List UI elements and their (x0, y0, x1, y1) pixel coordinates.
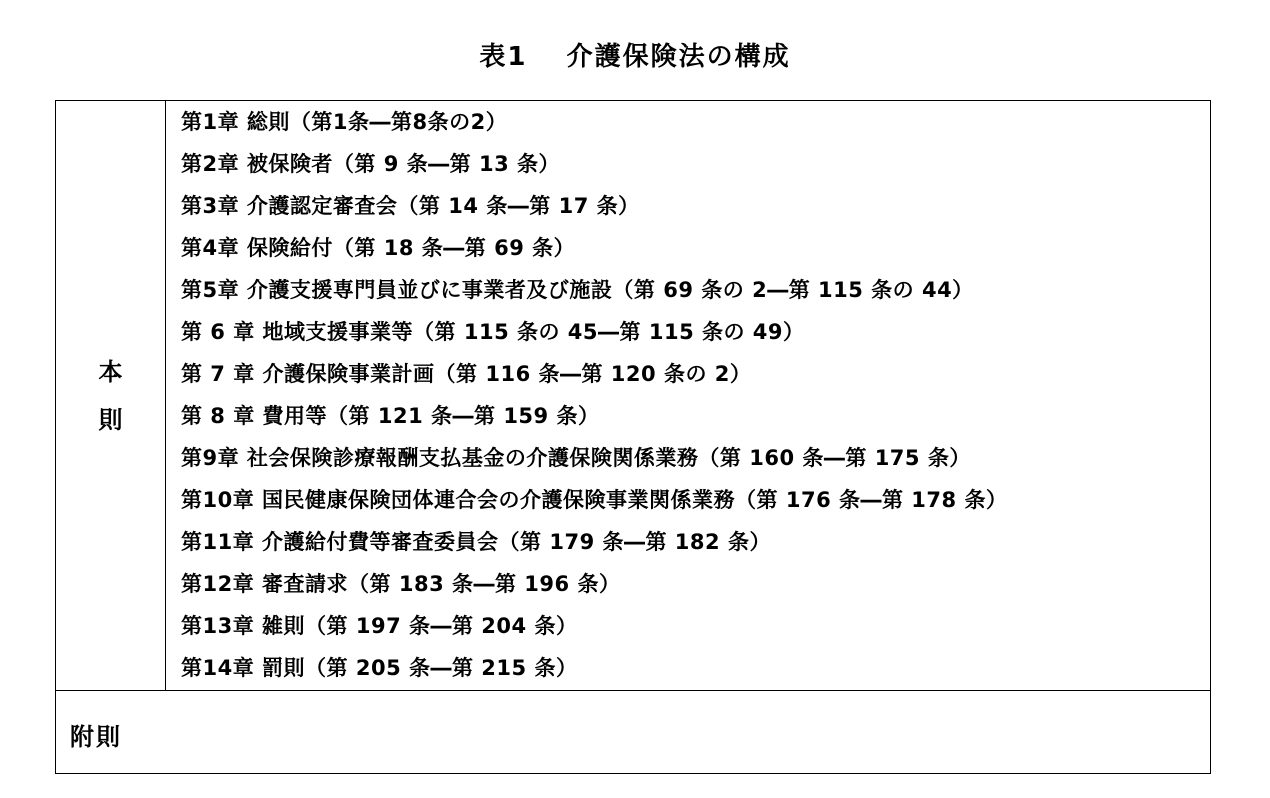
chapter-list (181, 101, 1206, 689)
chapter-item: 第3章 介護認定審査会（第 14 条―第 17 条） (181, 194, 640, 218)
chapter-item: 第14章 罰則（第 205 条―第 215 条） (181, 656, 578, 680)
supplementary-provisions-row (56, 691, 1210, 773)
chapter-item: 第2章 被保険者（第 9 条―第 13 条） (181, 152, 561, 176)
chapter-item: 第 7 章 介護保険事業計画（第 116 条―第 120 条の 2） (181, 362, 752, 386)
chapter-item: 第 8 章 費用等（第 121 条―第 159 条） (181, 404, 600, 428)
chapter-item: 第13章 雑則（第 197 条―第 204 条） (181, 614, 578, 638)
chapter-item: 第11章 介護給付費等審査委員会（第 179 条―第 182 条） (181, 530, 771, 554)
supplementary-provisions-label: 附則 (70, 723, 122, 751)
chapter-item: 第4章 保険給付（第 18 条―第 69 条） (181, 236, 576, 260)
chapter-item: 第5章 介護支援専門員並びに事業者及び施設（第 69 条の 2―第 115 条の 44） (181, 278, 974, 302)
chapter-item: 第9章 社会保険診療報酬支払基金の介護保険関係業務（第 160 条―第 175 条） (181, 446, 971, 470)
chapter-item: 第 6 章 地域支援事業等（第 115 条の 45―第 115 条の 49） (181, 320, 805, 344)
chapter-item: 第10章 国民健康保険団体連合会の介護保険事業関係業務（第 176 条―第 178 条） (181, 488, 1008, 512)
main-provisions-label-char: 本 (98, 357, 123, 386)
main-provisions-label (56, 101, 166, 690)
main-provisions-label-char: 則 (98, 405, 123, 434)
chapter-item: 第1章 総則（第1条―第8条の2） (181, 110, 508, 134)
table-title: 表1 介護保険法の構成 (479, 42, 791, 72)
structure-table (55, 100, 1211, 774)
main-provisions-row (56, 101, 1210, 691)
chapter-item: 第12章 審査請求（第 183 条―第 196 条） (181, 572, 621, 596)
